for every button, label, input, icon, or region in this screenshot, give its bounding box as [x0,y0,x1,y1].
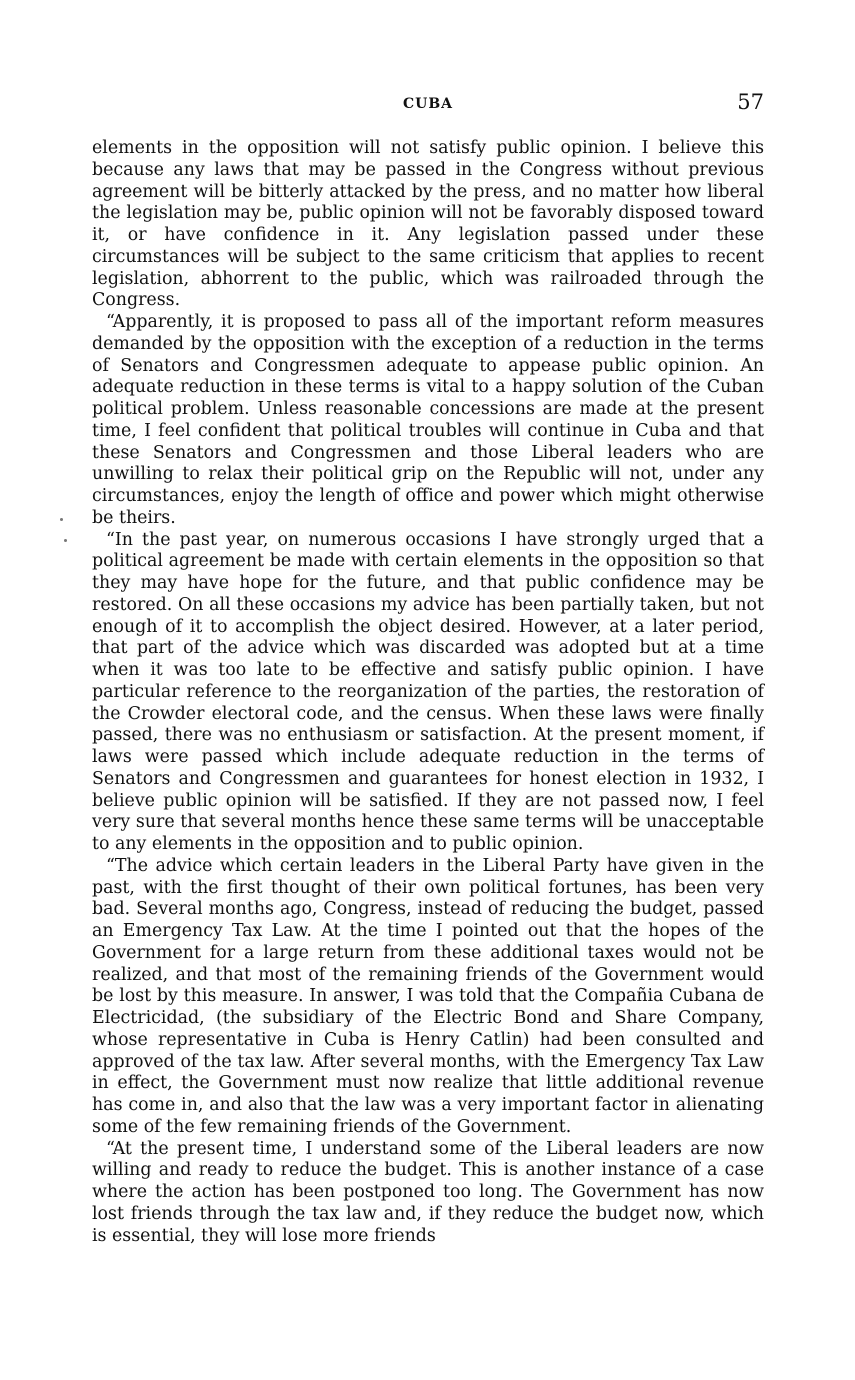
paragraph-apparently: “Apparently, it is proposed to pass all of the important reform measures demanded by the opposition with the exception of a reduction in the terms of Senators and Congressmen adequate to appease public opinion. An adequate reduction in these terms is vital to a happy solution of the Cuban political problem. Unless reasonable concessions are made at the present time, I feel confident that political troubles will continue in Cuba and that these Senators and Congressmen and those Liberal leaders who are unwilling to relax their political grip on the Republic will not, under any circumstances, enjoy the length of office and power which might otherwise be theirs. [92,312,764,528]
margin-dot-mark [60,518,63,521]
paragraph-present-time: “At the present time, I understand some of the Liberal leaders are now willing and ready to reduce the budget. This is another instance of a case where the action has been postponed too long. The Government has now lost friends through the tax law and, if they reduce the budget now, which is essential, they will lose more friends [92,1138,764,1246]
paragraph-past-year: “In the past year, on numerous occasions I have strongly urged that a political agreement be made with certain elements in the opposition so that they may have hope for the future, and that public confidence may be restored. On all these occasions my advice has been partially taken, but not enough of it to accomplish the object desired. However, at a later period, that part of the advice which was discarded was adopted but at a time when it was too late to be effective and satisfy public opinion. I have particular reference to the reorganization of the parties, the restoration of the Crowder electoral code, and the census. When these laws were finally passed, there was no enthusiasm or satisfaction. At the present moment, if laws were passed which include adequate reduction in the terms of Senators and Congressmen and guarantees for honest election in 1932, I believe public opinion will be satisfied. If they are not passed now, I feel very sure that several months hence these same terms will be unacceptable to any elements in the opposition and to public opinion. [92,529,764,854]
body-text [92,138,764,1247]
paragraph-continued: elements in the opposition will not satisfy public opinion. I believe this because any laws that may be passed in the Congress without previous agreement will be bitterly attacked by the press, and no matter how liberal the legislation may be, public opinion will not be favorably disposed toward it, or have confidence in it. Any legislation passed under these circumstances will be subject to the same criticism that applies to recent legislation, abhorrent to the public, which was railroaded through the Congress. [92,138,764,311]
paragraph-liberal-advice: “The advice which certain leaders in the Liberal Party have given in the past, with the first thought of their own political fortunes, has been very bad. Several months ago, Congress, instead of reducing the budget, passed an Emergency Tax Law. At the time I pointed out that the hopes of the Government for a large return from these additional taxes would not be realized, and that most of the remaining friends of the Government would be lost by this measure. In answer, I was told that the Compañia Cubana de Electricidad, (the subsidiary of the Electric Bond and Share Company, whose representative in Cuba is Henry Catlin) had been consulted and approved of the tax law. After several months, with the Emergency Tax Law in effect, the Government must now realize that little additional revenue has come in, and also that the law was a very important factor in alienating some of the few remaining friends of the Government. [92,855,764,1137]
margin-dot-mark [64,539,67,542]
page-header [92,90,764,120]
page-number: 57 [737,90,764,114]
running-title: CUBA [402,96,454,112]
